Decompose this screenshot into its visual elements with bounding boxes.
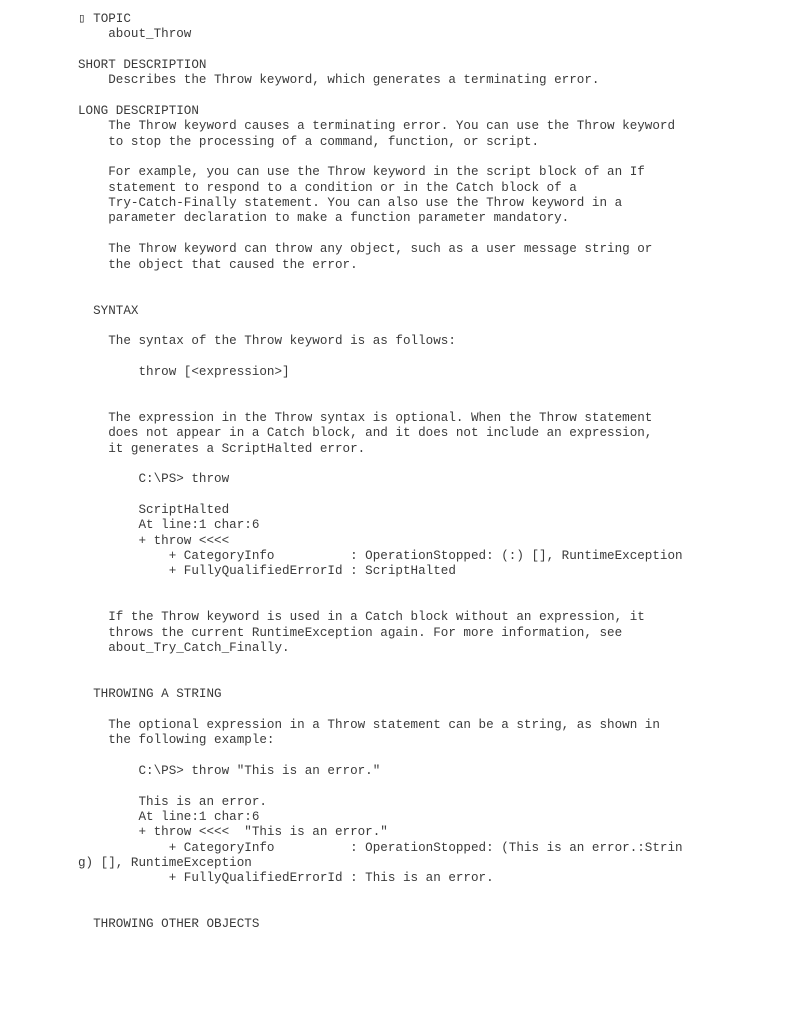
help-document [78, 12, 683, 933]
document-line: + FullyQualifiedErrorId : This is an error. [78, 871, 494, 886]
document-line: This is an error. [78, 794, 267, 809]
document-line: does not appear in a Catch block, and it does not include an expression, [78, 426, 653, 441]
document-line: LONG DESCRIPTION [78, 104, 199, 119]
document-line: C:\PS> throw [78, 472, 230, 487]
document-line [78, 89, 683, 104]
document-line: + CategoryInfo : OperationStopped: (:) [], RuntimeException [78, 549, 683, 564]
document-line: At line:1 char:6 [78, 518, 260, 533]
document-line: statement to respond to a condition or in the Catch block of a [78, 180, 577, 195]
document-line: The Throw keyword can throw any object, such as a user message string or [78, 242, 653, 257]
document-line: SYNTAX [78, 303, 139, 318]
document-line: If the Throw keyword is used in a Catch block without an expression, it [78, 610, 645, 625]
document-line: C:\PS> throw "This is an error." [78, 763, 381, 778]
document-line: throw [<expression>] [78, 364, 290, 379]
document-line [78, 488, 683, 503]
document-line: it generates a ScriptHalted error. [78, 441, 366, 456]
document-line [78, 672, 683, 687]
document-line [78, 150, 683, 165]
document-line: ▯ TOPIC [78, 12, 131, 26]
document-line [78, 43, 683, 58]
document-line: The Throw keyword causes a terminating error. You can use the Throw keyword [78, 119, 676, 134]
document-line: For example, you can use the Throw keyword in the script block of an If [78, 165, 645, 180]
document-line [78, 227, 683, 242]
document-line: THROWING A STRING [78, 687, 222, 702]
document-line [78, 273, 683, 288]
document-line: SHORT DESCRIPTION [78, 58, 207, 73]
document-line: to stop the processing of a command, function, or script. [78, 134, 540, 149]
document-line: g) [], RuntimeException [78, 855, 252, 870]
document-line [78, 887, 683, 902]
document-line [78, 779, 683, 794]
document-line: The optional expression in a Throw statement can be a string, as shown in [78, 717, 660, 732]
document-line [78, 595, 683, 610]
document-line: throws the current RuntimeException again. For more information, see [78, 625, 623, 640]
document-line: The expression in the Throw syntax is optional. When the Throw statement [78, 410, 653, 425]
document-line [78, 319, 683, 334]
document-line: THROWING OTHER OBJECTS [78, 917, 260, 932]
document-line [78, 702, 683, 717]
document-line: + FullyQualifiedErrorId : ScriptHalted [78, 564, 456, 579]
document-line: The syntax of the Throw keyword is as follows: [78, 334, 456, 349]
document-line [78, 380, 683, 395]
document-line [78, 749, 683, 764]
document-line [78, 902, 683, 917]
document-line [78, 656, 683, 671]
document-line: At line:1 char:6 [78, 809, 260, 824]
document-line: parameter declaration to make a function parameter mandatory. [78, 211, 570, 226]
document-line: + throw <<<< [78, 533, 230, 548]
document-line: + throw <<<< "This is an error." [78, 825, 388, 840]
document-line [78, 350, 683, 365]
document-line: ScriptHalted [78, 503, 230, 517]
document-line: Try-Catch-Finally statement. You can also use the Throw keyword in a [78, 196, 623, 211]
document-line [78, 457, 683, 472]
document-line: about_Throw [78, 27, 192, 42]
document-line: about_Try_Catch_Finally. [78, 641, 290, 656]
document-line: the following example: [78, 733, 275, 748]
document-line [78, 396, 683, 411]
document-line: Describes the Throw keyword, which generates a terminating error. [78, 73, 600, 88]
document-line [78, 580, 683, 595]
document-line: + CategoryInfo : OperationStopped: (This is an error.:Strin [78, 840, 683, 855]
document-line: the object that caused the error. [78, 257, 358, 272]
document-line [78, 288, 683, 303]
